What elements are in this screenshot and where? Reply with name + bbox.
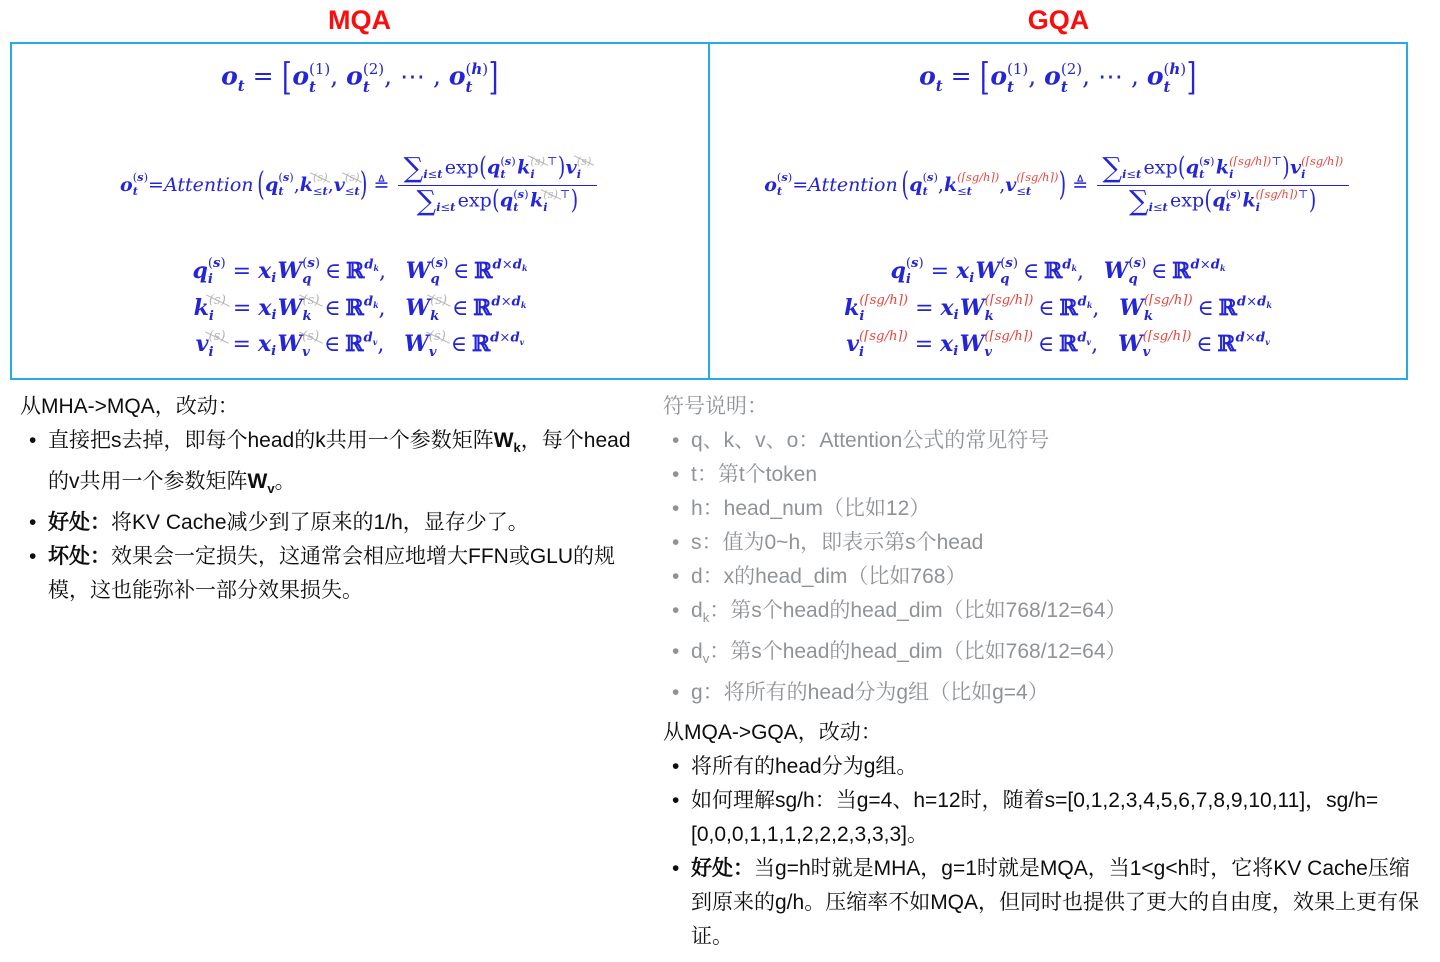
bullet-icon: • [672, 497, 680, 520]
gqa-q-projection-formula: q (s) i = x i W (s) q ∈ ℝ d k , W (s) q ∈ ℝ d×d k [890, 256, 1226, 287]
list-item [20, 506, 648, 540]
bullet-icon: • [672, 789, 680, 813]
bullet-icon: • [672, 531, 680, 554]
list-item [663, 424, 1425, 458]
bullet-icon: • [672, 429, 680, 452]
list-item [663, 784, 1425, 852]
list-item [663, 676, 1425, 710]
section-title: 从MQA->GQA，改动： [663, 721, 882, 745]
mqa-output-concat-formula: o t = [o (1) t , o (2) t , ⋯ , o (h) t ] [221, 54, 499, 98]
list-item-text: 直接把s去掉，即每个head的k共用一个参数矩阵$W_k$，每个head的v共用一个参数矩阵$W_v$。 [48, 429, 631, 497]
mqa-title: MQA [328, 5, 391, 35]
mqa-projection-formulas [12, 256, 708, 361]
mqa-attention-formula: o (s) t = Attention ( q (s) t , k (s) ≤t , v (s) ≤t ) ≜ ∑ i≤t exp(q (s) t k (s) ⊤ i )v (s) i ∑ i≤t exp(q (s) t k (s) ⊤ i ) [18, 120, 702, 250]
mqa-to-gqa-section [663, 716, 1425, 954]
bullet-icon: • [29, 511, 37, 535]
list-item-text: g：将所有的head分为g组（比如g=4） [691, 681, 1049, 705]
list-item [663, 594, 1425, 635]
bullet-icon: • [672, 599, 680, 622]
bullet-list [663, 424, 1425, 710]
bullet-list [663, 750, 1425, 954]
list-item-text: t：第t个token [691, 463, 818, 486]
gqa-k-projection-formula: k (⌈sg/h⌉) i = x i W (⌈sg/h⌉) k ∈ ℝ d k , W (⌈sg/h⌉) k ∈ ℝ d×d k [844, 292, 1272, 324]
bullet-icon: • [672, 565, 680, 588]
list-item-text: 坏处：效果会一定损失，这通常会相应地增大FFN或GLU的规模，这也能弥补一部分效果损失。 [48, 545, 615, 603]
list-item-text: q、k、v、o：Attention公式的常见符号 [691, 429, 1050, 452]
list-item-text: $d_v$：第s个head的head_dim（比如768/12=64） [691, 640, 1127, 667]
list-item-text: 好处：当g=h时就是MHA，g=1时就是MQA，当1<g<h时，它将KV Cache压缩到原来的g/h。压缩率不如MQA，但同时也提供了更大的自由度，效果上更有保证。 [691, 857, 1420, 949]
list-item-text: s：值为0~h，即表示第s个head [691, 531, 984, 554]
section-title: 从MHA->MQA，改动： [20, 395, 239, 418]
bullet-icon: • [672, 640, 680, 664]
bullet-icon: • [672, 857, 680, 881]
list-item [20, 540, 648, 608]
gqa-title: GQA [1027, 5, 1090, 35]
gqa-panel [708, 44, 1406, 378]
list-item-text: $d_k$：第s个head的head_dim（比如768/12=64） [691, 599, 1127, 626]
list-item-text: 如何理解sg/h：当g=4、h=12时，随着s=[0,1,2,3,4,5,6,7,8,9,10,11]，sg/h=[0,0,0,1,1,1,2,2,2,3,3,3]。 [691, 789, 1379, 847]
gqa-projection-formulas [710, 256, 1406, 361]
list-item [663, 750, 1425, 784]
list-item [663, 852, 1425, 954]
bullet-icon: • [29, 429, 37, 452]
list-item [663, 458, 1425, 492]
formula-panels [10, 42, 1408, 380]
list-item-text: d：x的head_dim（比如768） [691, 565, 967, 588]
list-item [663, 492, 1425, 526]
bullet-list [20, 424, 648, 608]
section-title: 符号说明： [663, 395, 768, 418]
bullet-icon: • [672, 755, 680, 779]
list-item [663, 560, 1425, 594]
mha-to-mqa-section [20, 390, 648, 608]
panel-headers [10, 5, 1408, 36]
list-item-text: h：head_num（比如12） [691, 497, 931, 520]
list-item-text: 将所有的head分为g组。 [691, 755, 918, 779]
gqa-output-concat-formula: o t = [o (1) t , o (2) t , ⋯ , o (h) t ] [919, 54, 1197, 98]
list-item [20, 424, 648, 506]
right-column [663, 390, 1425, 954]
bullet-icon: • [672, 463, 680, 486]
mqa-panel [12, 44, 708, 378]
bullet-icon: • [672, 681, 680, 705]
mqa-q-projection-formula: q (s) i = x i W (s) q ∈ ℝ d k , W (s) q ∈ ℝ d×d k [192, 256, 528, 287]
symbols-section [663, 390, 1425, 710]
gqa-attention-formula: o (s) t = Attention ( q (s) t , k (⌈sg/h⌉) ≤t , v (⌈sg/h⌉) ≤t ) ≜ ∑ i≤t exp(q (s) t k (⌈sg/h⌉)⊤ i )v (⌈sg/h⌉) i ∑ i≤t exp(q (s) t k (⌈sg/h⌉)⊤ i ) [716, 120, 1400, 250]
gqa-v-projection-formula: v (⌈sg/h⌉) i = x i W (⌈sg/h⌉) v ∈ ℝ d v , W (⌈sg/h⌉) v ∈ ℝ d×d v [846, 329, 1270, 361]
bullet-icon: • [29, 545, 37, 569]
list-item-text: 好处：将KV Cache减少到了原来的1/h，显存少了。 [48, 511, 529, 535]
list-item [663, 635, 1425, 676]
mqa-k-projection-formula: k (s) i = x i W (s) k ∈ ℝ d k , W (s) k ∈ ℝ d×d k [193, 292, 527, 324]
list-item [663, 526, 1425, 560]
mqa-v-projection-formula: v (s) i = x i W (s) v ∈ ℝ d v , W (s) v ∈ ℝ d×d v [195, 329, 525, 361]
